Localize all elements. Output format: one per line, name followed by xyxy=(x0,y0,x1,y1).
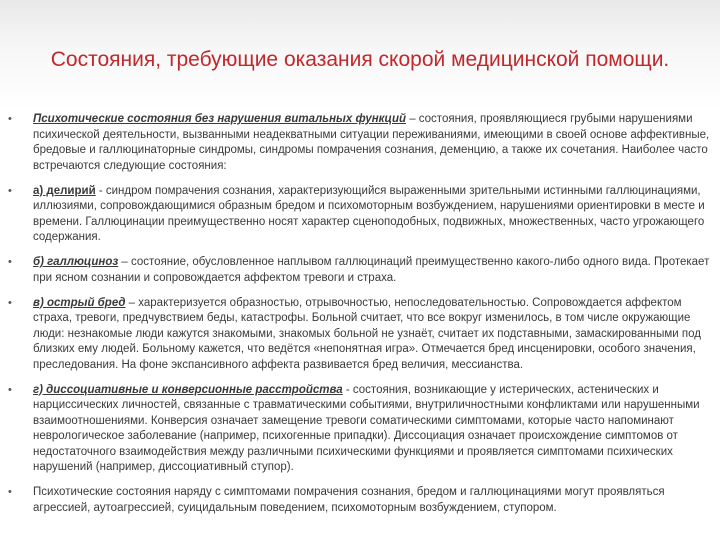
bullet-list xyxy=(0,112,720,526)
list-item xyxy=(8,485,710,516)
list-item xyxy=(8,184,710,246)
bullet-icon: • xyxy=(8,383,12,396)
item-text: - состояния, возникающие у истерических, астенических и нарциссических личностей, связанные с травматическими событиями, внутриличностными конфликтами или нарушенными взаимоотношениями. Конверсия означает замещение тревоги соматическими симптомами, которые часто напоминают неврологическое заболевание (например, психогенные припадки). Диссоциация означает происхождение симптомов от недостаточного взаимодействия между различными психическими функциями и проявляется симптомами психических нарушений (например, диссоциативный ступор). xyxy=(33,383,700,473)
item-text: Психотические состояния наряду с симптомами помрачения сознания, бредом и галлюцинациями могут проявляться агрессией, аутоагрессией, суицидальным поведением, психомоторным возбуждением, ступором. xyxy=(33,486,665,514)
item-text: - синдром помрачения сознания, характеризующийся выраженными зрительными истинными галлюцинациями, иллюзиями, сопровождающимися образным бредом и психомоторным возбуждением, нарушениями ориентировки в месте и времени. Галлюцинации преимущественно носят характер сценоподобных, подвижных, множественных, часто угрожающего содержания. xyxy=(33,184,705,243)
bullet-icon: • xyxy=(8,486,12,498)
item-text: – характеризуется образностью, отрывочностью, непоследовательностью. Сопровождается аффектом страха, тревоги, предчувствием беды, катастрофы. Больной считает, что все вокруг изменилось, в том числе окружающие люди: незнакомые люди кажутся знакомыми, знакомых больной не узнаёт, считает их подставными, замаскированными под близких ему людей. Больному кажется, что ведётся «непонятная игра». Отмечается бред инсценировки, особого значения, преследования. На фоне экспансивного аффекта развивается бред величия, мессианства. xyxy=(33,296,701,371)
item-text: – состояния, проявляющиеся грубыми нарушениями психической деятельности, вызванными неадекватными ситуации переживаниями, имеющими в своей основе аффективные, бредовые и галлюцинаторные синдромы, синдромы помрачения сознания, деменцию, а также их сочетания. Наиболее часто встречаются следующие состояния: xyxy=(33,113,710,172)
item-heading: Психотические состояния без нарушения витальных функций xyxy=(33,113,406,125)
list-item xyxy=(8,383,710,476)
bullet-icon: • xyxy=(8,256,12,268)
bullet-icon: • xyxy=(8,296,12,309)
bullet-icon: • xyxy=(8,184,12,197)
item-text: – состояние, обусловленное наплывом галлюцинаций преимущественно какого-либо одного вида. Протекает при ясном сознании и сопровождается аффектом тревоги и страха. xyxy=(33,256,710,284)
list-item xyxy=(8,255,710,286)
list-item xyxy=(8,112,710,174)
item-heading: г) диссоциативные и конверсионные расстройства xyxy=(33,383,343,396)
slide-title: Состояния, требующие оказания скорой медицинской помощи. xyxy=(50,48,670,71)
bullet-icon: • xyxy=(8,113,12,125)
item-heading: а) делирий xyxy=(33,184,96,197)
list-item xyxy=(8,296,710,374)
item-heading: б) галлюциноз xyxy=(33,256,119,268)
item-heading: в) острый бред xyxy=(33,296,126,309)
